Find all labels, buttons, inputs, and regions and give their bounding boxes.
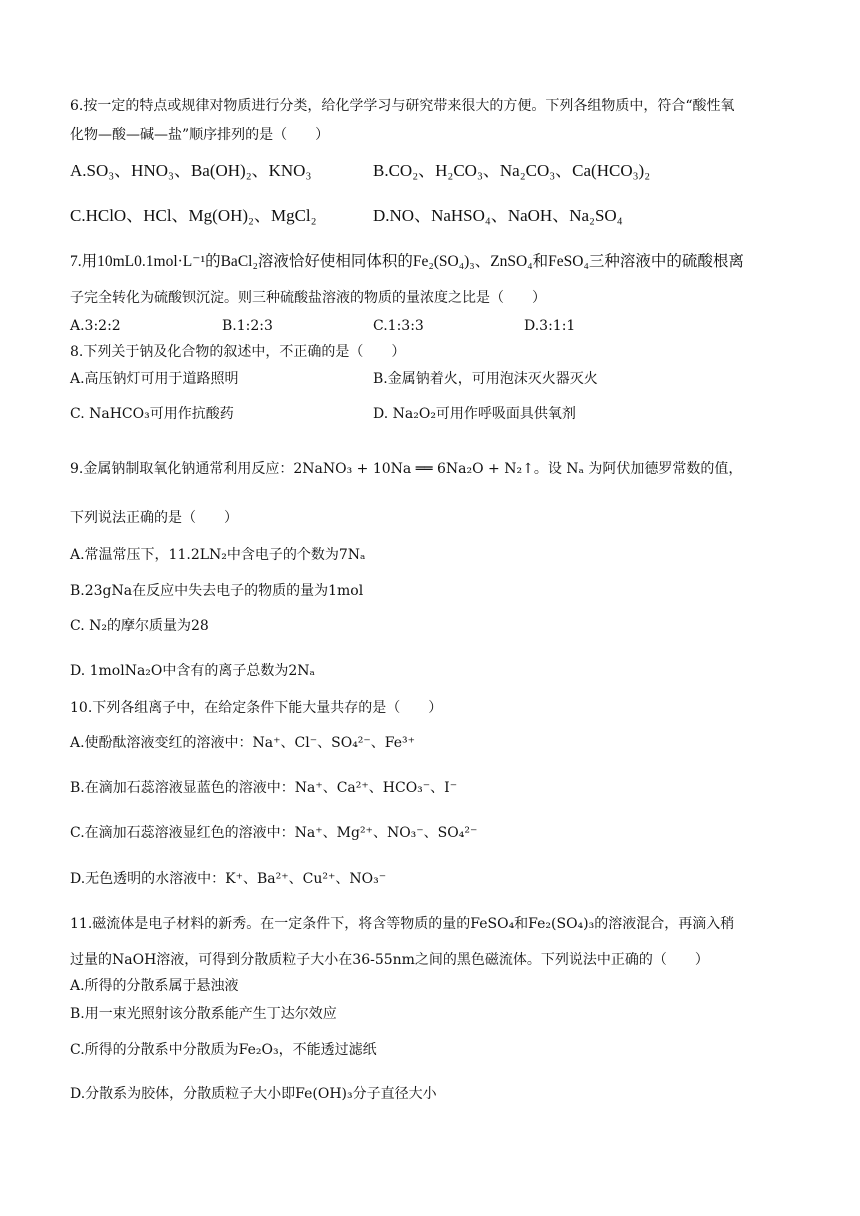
q8-option-b: B.金属钠着火，可用泡沫灭火器灭火 [373, 371, 598, 387]
q7-option-b: B.1:2:3 [222, 318, 273, 334]
q7-stem-line1: 7.用10mL0.1mol·L⁻¹的BaCl₂溶液恰好使相同体积的Fe₂(SO₄)₃、ZnSO₄和FeSO₄三种溶液中的硫酸根离 [70, 253, 744, 270]
q7-stem-line2: 子完全转化为硫酸钡沉淀。则三种硫酸盐溶液的物质的量浓度之比是（ ） [70, 290, 546, 306]
q6-option-c: C.HClO、HCl、Mg(OH)₂、MgCl₂ [70, 206, 317, 225]
q8-option-a: A.高压钠灯可用于道路照明 [70, 371, 239, 387]
q6-option-d: D.NO、NaHSO₄、NaOH、Na₂SO₄ [373, 206, 623, 225]
q6-option-b: B.CO₂、H₂CO₃、Na₂CO₃、Ca(HCO₃)₂ [373, 161, 651, 180]
q10-option-b: B.在滴加石蕊溶液显蓝色的溶液中：Na⁺、Ca²⁺、HCO₃⁻、I⁻ [70, 780, 458, 796]
q11-option-b: B.用一束光照射该分散系能产生丁达尔效应 [70, 1006, 337, 1022]
q9-option-a: A.常温常压下，11.2LN₂中含电子的个数为7Nₐ [70, 547, 366, 563]
q8-option-c: C. NaHCO₃可用作抗酸药 [70, 406, 234, 422]
q9-option-d: D. 1molNa₂O中含有的离子总数为2Nₐ [70, 663, 315, 679]
q10-option-d: D.无色透明的水溶液中：K⁺、Ba²⁺、Cu²⁺、NO₃⁻ [70, 871, 387, 887]
q11-stem-line2: 过量的NaOH溶液，可得到分散质粒子大小在36-55nm之间的黑色磁流体。下列说法中正确的（ ） [70, 952, 709, 968]
q10-option-c: C.在滴加石蕊溶液显红色的溶液中：Na⁺、Mg²⁺、NO₃⁻、SO₄²⁻ [70, 825, 478, 841]
q8-option-d: D. Na₂O₂可用作呼吸面具供氧剂 [373, 406, 576, 422]
q10-option-a: A.使酚酞溶液变红的溶液中：Na⁺、Cl⁻、SO₄²⁻、Fe³⁺ [70, 735, 416, 751]
q9-stem-line2: 下列说法正确的是（ ） [70, 510, 238, 526]
q9-option-b: B.23gNa在反应中失去电子的物质的量为1mol [70, 583, 364, 599]
q9-option-c: C. N₂的摩尔质量为28 [70, 618, 209, 634]
q7-option-c: C.1:3:3 [373, 318, 424, 334]
q6-stem-line1: 6.按一定的特点或规律对物质进行分类，给化学学习与研究带来很大的方便。下列各组物质中，符合“酸性氧 [70, 98, 735, 114]
q7-option-a: A.3:2:2 [70, 318, 121, 334]
q9-stem-line1: 9.金属钠制取氧化钠通常利用反应：2NaNO₃ + 10Na ══ 6Na₂O + N₂↑。设 Nₐ 为阿伏加德罗常数的值， [70, 461, 743, 477]
q11-option-d: D.分散系为胶体，分散质粒子大小即Fe(OH)₃分子直径大小 [70, 1086, 437, 1102]
q11-option-a: A.所得的分散系属于悬浊液 [70, 978, 239, 994]
q10-stem: 10.下列各组离子中，在给定条件下能大量共存的是（ ） [70, 700, 443, 716]
q11-stem-line1: 11.磁流体是电子材料的新秀。在一定条件下，将含等物质的量的FeSO₄和Fe₂(SO₄)₃的溶液混合，再滴入稍 [70, 916, 735, 932]
q6-option-a: A.SO₃、HNO₃、Ba(OH)₂、KNO₃ [70, 161, 312, 180]
q7-option-d: D.3:1:1 [524, 318, 576, 334]
q8-stem: 8.下列关于钠及化合物的叙述中，不正确的是（ ） [70, 344, 406, 360]
q11-option-c: C.所得的分散系中分散质为Fe₂O₃，不能透过滤纸 [70, 1042, 377, 1058]
q6-stem-line2: 化物—酸—碱—盐”顺序排列的是（ ） [70, 127, 330, 143]
